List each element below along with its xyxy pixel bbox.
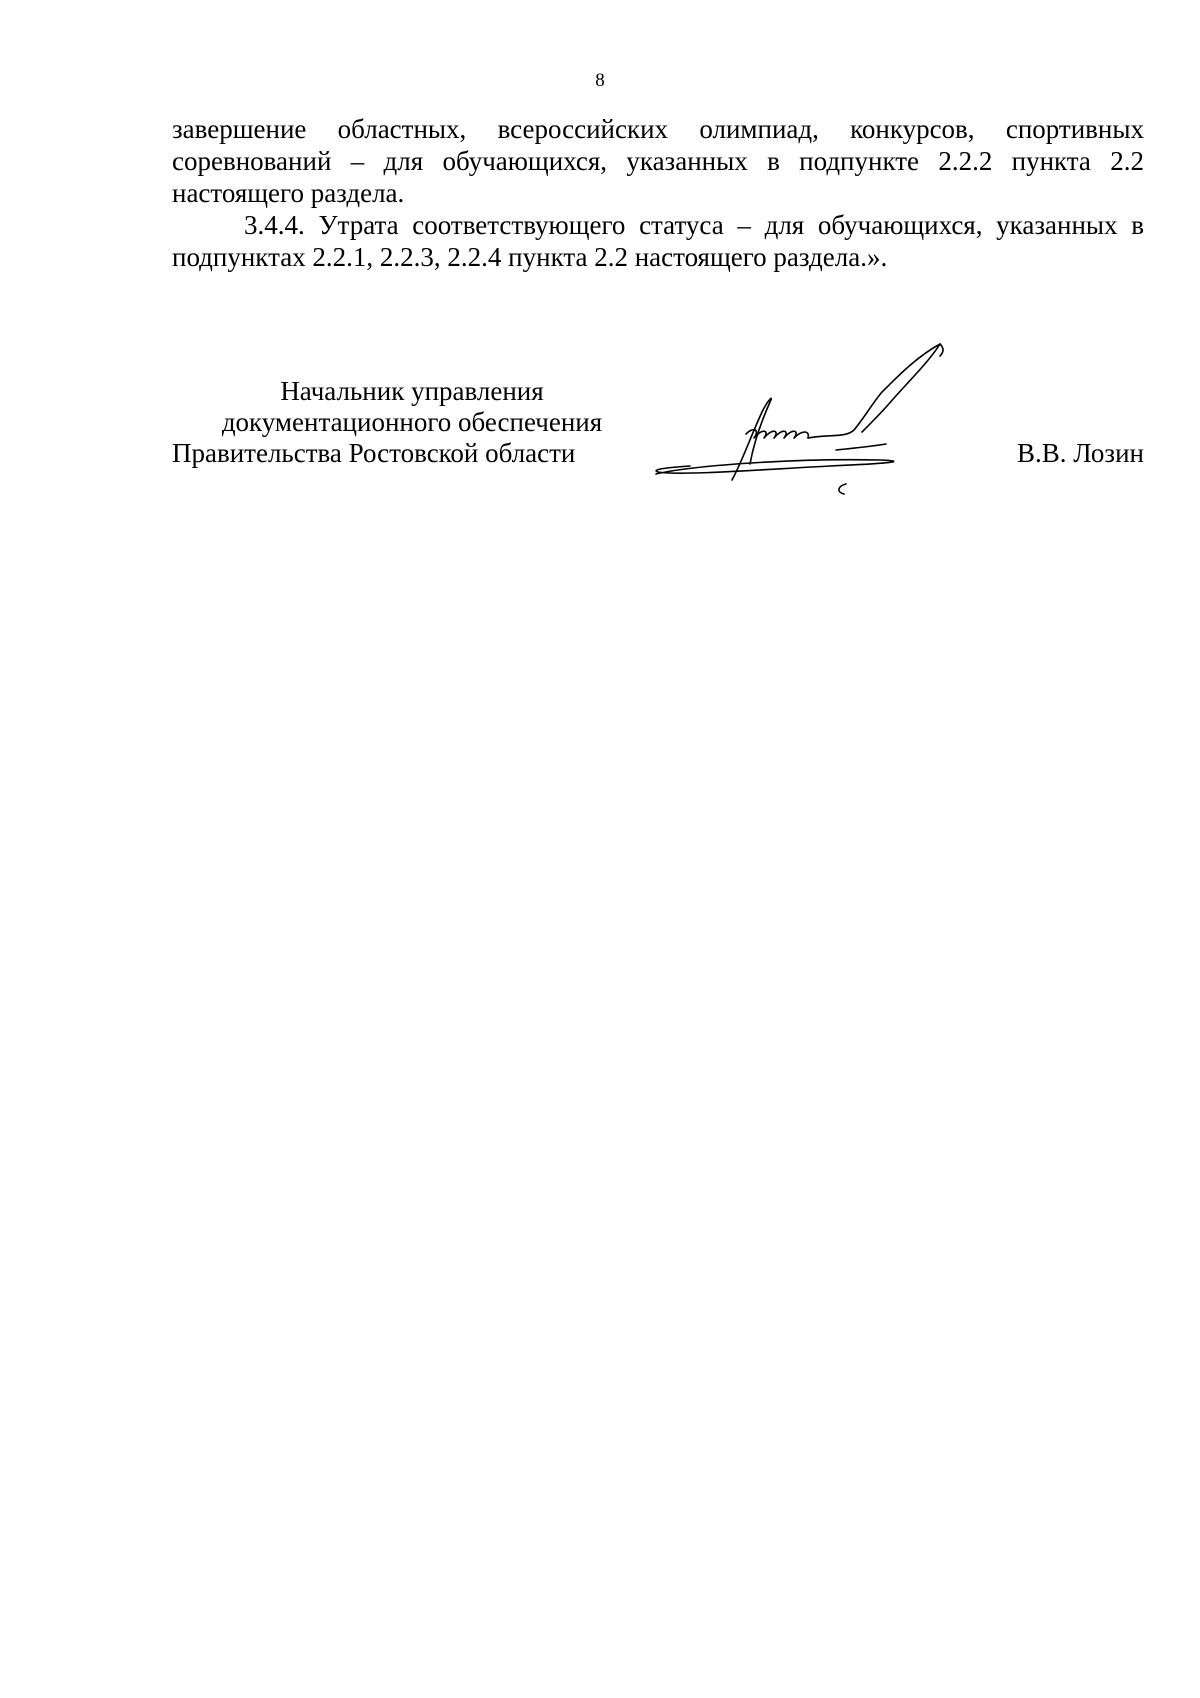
signatory-name: В.В. Лозин <box>1017 438 1144 468</box>
document-body <box>172 113 1144 273</box>
signatory-title-line: документационного обеспечения <box>221 407 603 437</box>
body-paragraph: 3.4.4. Утрата соответствующего статуса – для обучающихся, указанных в подпунктах 2.2.1, 2.2.3, 2.2.4 пункта 2.2 настоящего раздела.». <box>172 210 1144 272</box>
signatory-title-line: Правительства Ростовской области <box>172 438 576 468</box>
signatory-title <box>172 376 652 469</box>
page-number: 8 <box>595 70 605 91</box>
body-paragraph: завершение областных, всероссийских олимпиад, конкурсов, спортивных соревнований – для обучающихся, указанных в подпункте 2.2.2 пункта 2.2 настоящего раздела. <box>172 114 1144 208</box>
handwritten-signature <box>650 342 980 502</box>
signatory-title-line: Начальник управления <box>280 376 544 406</box>
